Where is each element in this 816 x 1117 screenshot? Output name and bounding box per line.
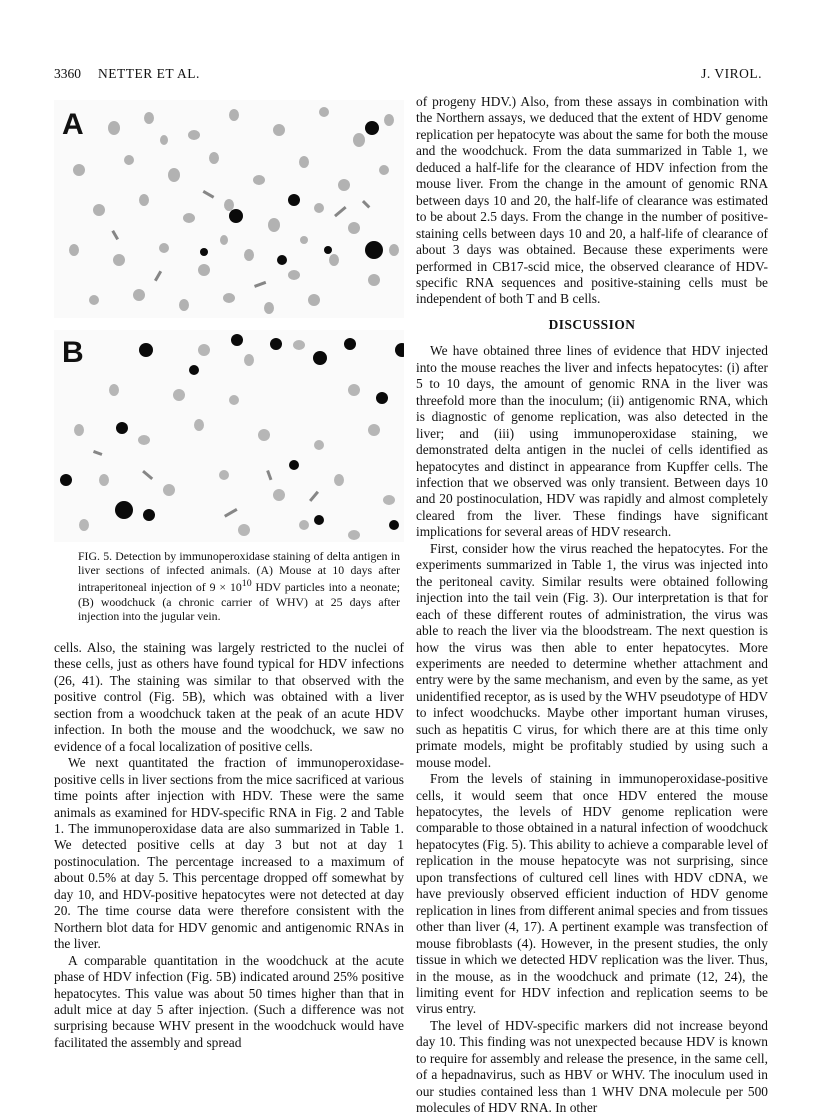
right-column: [416, 94, 768, 1117]
left-paragraph-2: We next quantitated the fraction of immunoperoxidase-positive cells in liver sections from the mice sacrificed at various time points after injection with HDV. These were the same animals as examined for HDV-specific RNA in Fig. 2 and Table 1. The immunoperoxidase data are also summarized in Table 1. We detected positive cells at day 3 but not at day 1 postinoculation. The percentage increased to a maximum of about 0.5% at day 5. This percentage dropped off somewhat by day 10, and HDV-positive hepatocytes were not detected at day 20. The time course data were therefore consistent with the Northern blot data for HDV genomic and antigenomic RNAs in the liver.: [54, 755, 404, 952]
running-authors: NETTER ET AL.: [98, 66, 200, 81]
left-paragraph-3: A comparable quantitation in the woodchuck at the acute phase of HDV infection (Fig. 5B) indicated around 25% positive hepatocytes. This value was about 50 times higher than that in adult mice at day 5 after injection. (Such a difference was not surprising because WHV present in the woodchuck would have facilitated the assembly and spread: [54, 952, 404, 1050]
caption-text-part1: Detection by immunoperoxidase staining of delta antigen in liver sections of infected animals. (A) Mouse at 10 days after intraperitoneal injection of 9 × 10: [78, 549, 400, 595]
caption-superscript: 10: [241, 578, 252, 590]
left-paragraph-1: cells. Also, the staining was largely restricted to the nuclei of these cells, just as others have found typical for HDV infections (26, 41). The staining was similar to that observed with the positive control (Fig. 5B), which was obtained with a liver section from a woodchuck taken at the peak of an acute HDV infection. In both the mouse and the woodchuck, we saw no evidence of a focal localization of positive cells.: [54, 640, 404, 754]
figure-caption: [78, 549, 400, 623]
figure-5b-micrograph: [54, 330, 404, 542]
section-heading-discussion: DISCUSSION: [548, 316, 636, 332]
caption-label: FIG. 5.: [78, 549, 113, 563]
panel-b-label: B: [62, 336, 84, 369]
running-header: [54, 66, 762, 84]
left-column: [54, 640, 404, 1051]
right-paragraph-1: of progeny HDV.) Also, from these assays in combination with the Northern assays, we deduced that the extent of HDV genome replication per hepatocyte was about the same for both the mouse and the woodchuck. From the data summarized in Table 1, we deduced a half-life for the clearance of HDV infection from the mouse liver. From the change in the amount of genomic RNA between days 10 and 20, the half-life of clearance was estimated to be about 2.5 days. From the change in the number of positive-staining cells between days 10 and 20, a half-life of clearance of about 3 days was obtained. Because these experiments were performed in CB17-scid mice, the observed clearance of HDV-specific RNA sequences and positive-staining cells must be independent of both T and B cells.: [416, 94, 768, 307]
right-paragraph-5: The level of HDV-specific markers did not increase beyond day 10. This finding was not unexpected because HDV is known to require for assembly and release the presence, in the same cell, of a hepadnavirus, such as HBV or WHV. The inoculum used in our studies contained less than 1 WHV DNA molecule per 500 molecules of HDV RNA. In other: [416, 1017, 768, 1116]
panel-a-label: A: [62, 108, 84, 141]
right-paragraph-3: First, consider how the virus reached the hepatocytes. For the experiments summarized in Table 1, the virus was injected into the peritoneal cavity. Similar results were obtained following injection into the tail vein (Fig. 3). Our interpretation is that for each of these different routes of administration, the virus was able to reach the liver via the bloodstream. The next question is how the virus was then able to enter hepatocytes. More experiments are needed to determine whether attachment and entry were by the same mechanism, and even by the same, as yet unidentified receptor, as is used by the WHV pseudotype of HDV to infect woodchucks. Maybe other important human viruses, such as hepatitis C virus, for which there are at this time only primate models, might be profitably studied by using such a mouse model.: [416, 540, 768, 770]
page-number: 3360: [54, 66, 81, 81]
micrograph-a-image: [54, 100, 404, 318]
right-paragraph-4: From the levels of staining in immunoperoxidase-positive cells, it would seem that once HDV entered the mouse hepatocytes, the levels of HDV genome replication were comparable to those obtained in a natural infection of woodchuck hepatocytes (Fig. 5). This ability to achieve a comparable level of replication in the mouse hepatocyte was not surprising, since upon transfections of cultured cell lines with HDV cDNA, we have previously observed efficient induction of HDV genome replication in lines from different animal species and from tissues other than liver (4, 17). A pertinent example was transfection of mouse fibroblasts (4). However, in the present studies, the only tissue in which we detected HDV replication was the liver. Thus, in the mouse, as in the woodchuck and primate (12, 24), the limiting event for HDV infection and replication seems to be virus entry.: [416, 771, 768, 1017]
right-paragraph-2: We have obtained three lines of evidence that HDV injected into the mouse reaches the liver and infects hepatocytes: (i) after 5 to 10 days, the amount of genomic RNA in the liver was threefold more than the inoculum; (ii) antigenomic RNA, which is diagnostic of genome replication, was also detected in the liver; and (iii) using immunoperoxidase staining, we demonstrated delta antigen in the nuclei of cells identified as hepatocytes and distinct in appearance from Kupffer cells. The infection that we observed was only transient. Between days 10 and 20 postinoculation, HDV was rapidly and almost completely cleared from the liver. These findings have significant implications for several areas of HDV research.: [416, 343, 768, 540]
micrograph-b-image: [54, 330, 404, 542]
journal-name: J. VIROL.: [701, 66, 762, 81]
caption-text-part2: HDV particles into a neonate; (B) woodchuck (a chronic carrier of WHV) at 25 days after injection into the jugular vein.: [78, 580, 400, 623]
figure-5a-micrograph: [54, 100, 404, 318]
